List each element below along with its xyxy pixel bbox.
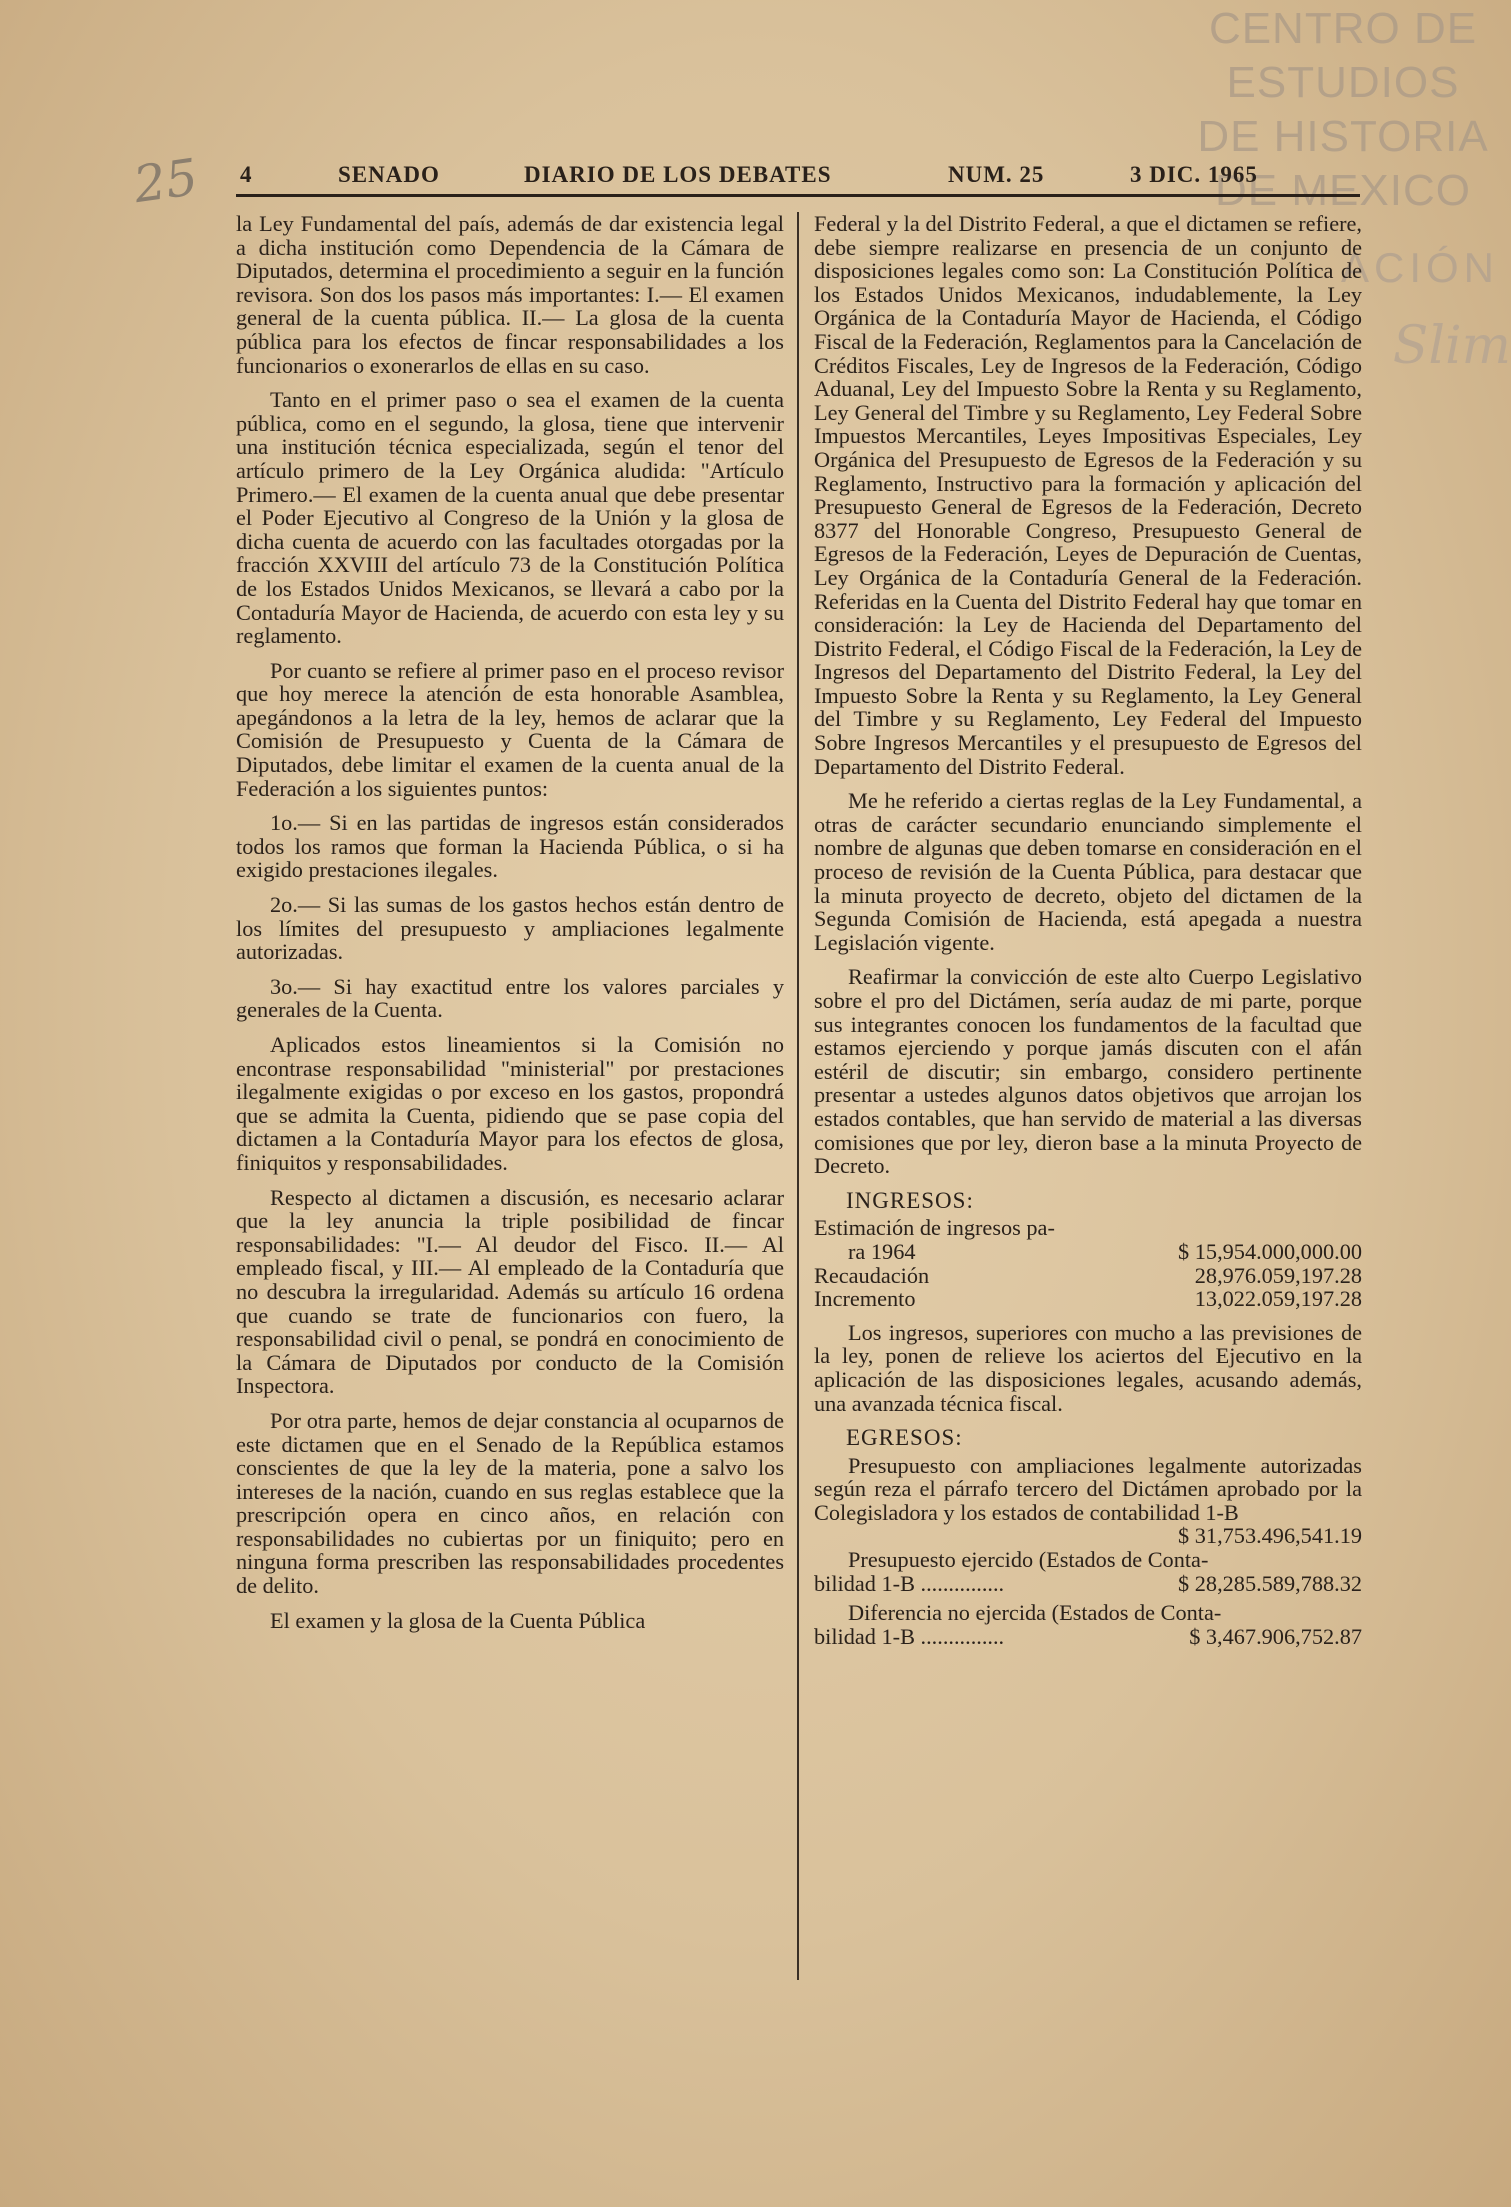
issue-number: NUM. 25 [948,162,1045,187]
row-label: Presupuesto con ampliaciones legalmente autorizadas según reza el párrafo tercero del Dictámen aprobado por la Colegisladora y los estados de contabilidad 1-B [814,1452,1362,1525]
page-number: 4 [240,162,253,187]
paragraph: Reafirmar la convicción de este alto Cuerpo Legislativo sobre el pro del Dictámen, sería audaz de mi parte, porque sus integrantes conocen los fundamentos de la facultad que estamos ejerciendo y porque jamás discuten con el afán estéril de discutir; sin embargo, considero pertinente presentar a ustedes algunos datos objetivos que arrojan los estados contables, que han servido de material a las diversas comisiones que por ley, dieron base a la minuta Proyecto de Decreto. [814,964,1362,1179]
chamber-name: SENADO [338,162,440,187]
paragraph: El examen y la glosa de la Cuenta Pública [270,1607,646,1633]
watermark-line: DE HISTORIA [1197,112,1489,161]
paragraph: Me he referido a ciertas reglas de la Ley Fundamental, a otras de carácter secundario enunciando simplemente el nombre de algunas que deben tomarse en consideración en el proceso de revisión de la Cuenta Pública, para destacar que la minuta proyecto de decreto, objeto del dictamen de la Segunda Comisión de Hacienda, está apegada a nuestra Legislación vigente. [814,788,1362,955]
row-label: ra 1964 [848,1238,916,1264]
publication-title: DIARIO DE LOS DEBATES [524,162,832,187]
ingresos-row [814,1264,1362,1288]
paragraph: 1o.— Si en las partidas de ingresos están considerados todos los ramos que forman la Hacienda Pública, o si ha exigido prestaciones ilegales. [236,810,784,883]
paragraph: 3o.— Si hay exactitud entre los valores parciales y generales de la Cuenta. [236,973,784,1023]
ingresos-row [814,1287,1362,1311]
egresos-presupuesto-text [814,1452,1362,1549]
row-amount: $ 28,285.589,788.32 [1178,1570,1362,1596]
paragraph: 2o.— Si las sumas de los gastos hechos están dentro de los límites del presupuesto y ampliaciones legalmente autorizadas. [236,892,784,965]
ingresos-table [814,1216,1362,1310]
header-rule [236,194,1360,197]
handwritten-number: 25 [130,147,202,215]
watermark-line: DE MEXICO [1215,166,1471,215]
paragraph: Tanto en el primer paso o sea el examen de la cuenta pública, como en el segundo, la glosa, tiene que intervenir una institución técnica especializada, según el tenor del artículo primero de la Ley Orgánica aludida: "Artículo Primero.— El examen de la cuenta anual que debe presentar el Poder Ejecutivo al Congreso de la Unión y la glosa de dicha cuenta de acuerdo con las facultades otorgadas por la fracción XXVIII del artículo 73 de la Constitución Política de los Estados Unidos Mexicanos, se llevará a cabo por la Contaduría Mayor de Hacienda, de acuerdo con esta ley y su reglamento. [236,387,784,649]
row-amount: $ 3,467.906,752.87 [1189,1623,1362,1649]
row-label: Presupuesto ejercido (Estados de Conta- [848,1547,1209,1573]
paragraph: Por otra parte, hemos de dejar constancia al ocuparnos de este dictamen que en el Senado de la República estamos conscientes de que la ley de la materia, pone a salvo los intereses de la nación, cuando en sus reglas establece que la prescripción opera en cinco años, en relación con responsabilidades no cubiertas por un finiquito; pero en ninguna forma prescriben las responsabilidades procedentes de delito. [236,1407,784,1599]
ingresos-row [814,1240,1362,1264]
egresos-table [814,1454,1362,1649]
row-label: Estimación de ingresos pa- [814,1215,1055,1241]
column-divider [797,212,799,1980]
page-header [240,162,1360,194]
egresos-row [814,1572,1362,1596]
right-column [814,212,1362,1648]
row-amount: $ 15,954.000,000.00 [1178,1238,1362,1264]
row-amount: $ 31,753.496,541.19 [1178,1523,1362,1549]
left-column [236,212,784,1643]
stamp-fragment: ACIÓN [1340,244,1499,291]
signature-fragment: Slim [1392,316,1511,376]
egresos-row [814,1601,1362,1625]
section-heading-ingresos: INGRESOS: [846,1187,974,1213]
paragraph: Federal y la del Distrito Federal, a que el dictamen se refiere, debe siempre realizarse en presencia de un conjunto de disposiciones legales como son: La Constitución Política de los Estados Unidos Mexicanos, indudablemente, la Ley Orgánica de la Contaduría Mayor de Hacienda, el Código Fiscal de la Federación, Reglamentos para la Cancelación de Créditos Fiscales, Ley de Ingresos de la Federación, Código Aduanal, Ley del Impuesto Sobre la Renta y su Reglamento, Ley General del Timbre y su Reglamento, Ley Federal Sobre Impuestos Mercantiles, Leyes Impositivas Especiales, Ley Orgánica del Presupuesto de Egresos de la Federación y su Reglamento, Instructivo para la formación y aplicación del Presupuesto General de Egresos de la Federación, Decreto 8377 del Honorable Congreso, Presupuesto General de Egresos de la Federación, Leyes de Depuración de Cuentas, Ley Orgánica de la Contaduría General de la Federación. Referidas en la Cuenta del Distrito Federal hay que tomar en consideración: la Ley de Hacienda del Departamento del Distrito Federal, el Código Fiscal de la Federación, la Ley de Ingresos del Departamento del Distrito Federal, la Ley del Impuesto Sobre la Renta y su Reglamento, la Ley General del Timbre y su Reglamento, Ley Federal del Impuesto Sobre Ingresos Mercantiles y el presupuesto de Egresos del Departamento del Distrito Federal. [814,211,1362,779]
row-label: Diferencia no ejercida (Estados de Conta- [848,1600,1222,1626]
section-heading-egresos: EGRESOS: [846,1425,963,1451]
row-amount: 13,022.059,197.28 [1194,1286,1362,1312]
row-label: bilidad 1-B ............... [814,1623,1005,1649]
watermark-line: CENTRO DE [1208,4,1478,53]
issue-date: 3 DIC. 1965 [1130,162,1258,187]
paragraph: Por cuanto se refiere al primer paso en el proceso revisor que hoy merece la atención de esta honorable Asamblea, apegándonos a la letra de la ley, hemos de aclarar que la Comisión de Presupuesto y Cuenta de la Cámara de Diputados, debe limitar el examen de la cuenta anual de la Federación a los siguientes puntos: [236,657,784,801]
egresos-row [814,1548,1362,1572]
row-label: bilidad 1-B ............... [814,1570,1005,1596]
paragraph: Aplicados estos lineamientos si la Comisión no encontrase responsabilidad "ministerial" por prestaciones ilegalmente exigidas o por exceso en los gastos, propondrá que se admita la Cuenta, pidiendo que se pase copia del dictamen a la Contaduría Mayor para los efectos de glosa, finiquitos y responsabilidades. [236,1032,784,1175]
row-label: Recaudación [814,1262,930,1288]
ingresos-row [814,1216,1362,1240]
paragraph: la Ley Fundamental del país, además de dar existencia legal a dicha institución como Dependencia de la Cámara de Diputados, determina el procedimiento a seguir en la función revisora. Son dos los pasos más importantes: I.— El examen general de la cuenta pública. II.— La glosa de la cuenta pública para los efectos de fincar responsabilidades a los funcionarios o exonerarlos de ellas en su caso. [236,211,784,378]
watermark-line: ESTUDIOS [1226,58,1460,107]
paragraph: Los ingresos, superiores con mucho a las previsiones de la ley, ponen de relieve los aciertos del Ejecutivo en la aplicación de las disposiciones legales, acusando además, una avanzada técnica fiscal. [814,1319,1362,1416]
row-label: Incremento [814,1286,916,1312]
egresos-row [814,1625,1362,1649]
row-amount: 28,976.059,197.28 [1194,1262,1362,1288]
paragraph: Respecto al dictamen a discusión, es necesario aclarar que la ley anuncia la triple posibilidad de fincar responsabilidades: "I.— Al deudor del Fisco. II.— Al empleado fiscal, y III.— Al empleado de la Contaduría que no descubra la irregularidad. Además su artículo 16 ordena que cuando se trate de funcionarios con fuero, la responsabilidad civil o penal, se pondrá en conocimiento de la Cámara de Diputados por conducto de la Comisión Inspectora. [236,1184,784,1399]
